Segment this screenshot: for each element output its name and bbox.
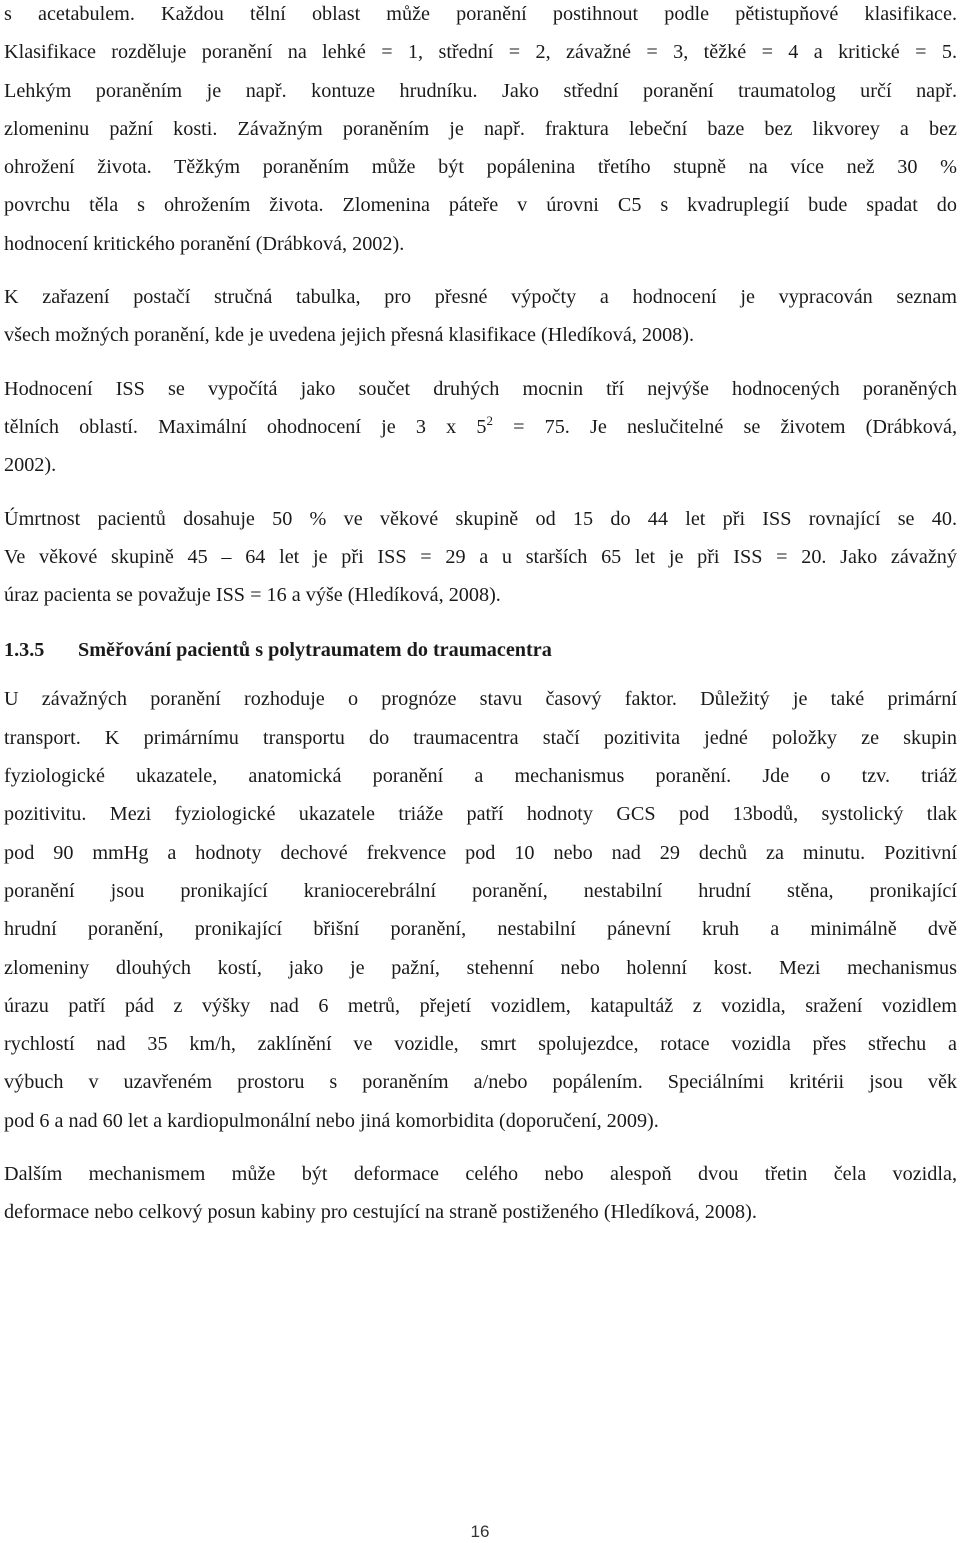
text-line: zlomeniny dlouhých kostí, jako je pažní, stehenní nebo holenní kost. Mezi mechanismus [4,956,957,979]
text-line: výbuch v uzavřeném prostoru s poraněním a/nebo popálením. Speciálními kritérii jsou věk [4,1071,957,1094]
text-line: rychlostí nad 35 km/h, zaklínění ve vozidle, smrt spolujezdce, rotace vozidla přes střechu a [4,1033,957,1056]
page-number: 16 [470,1522,490,1541]
text-line: ohrožení života. Těžkým poraněním může být popálenina třetího stupně na více než 30 % [4,156,957,179]
text-line: všech možných poranění, kde je uvedena jejich přesná klasifikace (Hledíková, 2008). [4,324,695,347]
text-line [4,408,957,446]
text-line: s acetabulem. Každou tělní oblast může poranění postihnout podle pětistupňové klasifikace. [4,3,957,25]
text-line: poranění jsou pronikající kraniocerebrální poranění, nestabilní hrudní stěna, pronikající [4,879,957,902]
text-line: fyziologické ukazatele, anatomická poranění a mechanismus poranění. Jde o tzv. triáž [4,765,957,788]
text-line: 2002). [4,454,57,477]
paragraph-table-classification [4,278,957,355]
text-line: úrazu patří pád z výšky nad 6 metrů, přejetí vozidlem, katapultáž z vozidla, sražení vozidlem [4,994,957,1017]
section-heading [4,638,957,662]
paragraph-injury-classification [4,0,957,263]
text-line: Lehkým poraněním je např. kontuze hrudníku. Jako střední poranění traumatolog určí např. [4,79,957,102]
text-line: pod 6 a nad 60 let a kardiopulmonální nebo jiná komorbidita (doporučení, 2009). [4,1109,659,1132]
text-line: pozitivitu. Mezi fyziologické ukazatele triáže patří hodnoty GCS pod 13bodů, systolický tlak [4,803,957,826]
text-line: hrudní poranění, pronikající břišní poranění, nestabilní pánevní kruh a minimálně dvě [4,918,957,941]
text-line: Úmrtnost pacientů dosahuje 50 % ve věkové skupině od 15 do 44 let při ISS rovnající se 40. [4,507,957,530]
text-line: Ve věkové skupině 45 – 64 let je při ISS = 29 a u starších 65 let je při ISS = 20. Jako závažný [4,545,957,568]
paragraph-vehicle-deformation [4,1155,957,1232]
section-title: Směřování pacientů s polytraumatem do traumacentra [78,639,552,662]
text-fragment: tělních oblastí. Maximální ohodnocení je 3 x 5 [4,415,487,438]
text-fragment: = 75. Je neslučitelné se životem (Drábková, [492,415,957,438]
document-page [4,0,957,1232]
text-line: Klasifikace rozděluje poranění na lehké = 1, střední = 2, závažné = 3, těžké = 4 a kritické = 5. [4,41,957,64]
text-line: pod 90 mmHg a hodnoty dechové frekvence pod 10 nebo nad 29 dechů za minutu. Pozitivní [4,841,957,864]
text-line: zlomeninu pažní kosti. Závažným poraněním je např. fraktura lebeční baze bez likvorey a bez [4,117,957,140]
text-line: U závažných poranění rozhoduje o prognóze stavu časový faktor. Důležitý je také primární [4,688,957,711]
text-line: Hodnocení ISS se vypočítá jako součet druhých mocnin tří nejvýše hodnocených poraněných [4,377,957,400]
text-line: povrchu těla s ohrožením života. Zlomenina páteře v úrovni C5 s kvadruplegií bude spadat do [4,194,957,217]
section-number: 1.3.5 [4,639,45,662]
paragraph-triage [4,680,957,1140]
paragraph-mortality [4,500,957,615]
text-line: úraz pacienta se považuje ISS = 16 a výše (Hledíková, 2008). [4,584,501,607]
text-line: Dalším mechanismem může být deformace celého nebo alespoň dvou třetin čela vozidla, [4,1163,957,1186]
superscript-exponent: 2 [486,412,493,428]
text-line: hodnocení kritického poranění (Drábková, 2002). [4,232,405,255]
text-line: K zařazení postačí stručná tabulka, pro přesné výpočty a hodnocení je vypracován seznam [4,286,957,309]
paragraph-iss-calculation [4,370,957,485]
text-line: deformace nebo celkový posun kabiny pro cestující na straně postiženého (Hledíková, 2008). [4,1201,757,1224]
text-line: transport. K primárnímu transportu do traumacentra stačí pozitivita jedné položky ze skupin [4,726,957,749]
